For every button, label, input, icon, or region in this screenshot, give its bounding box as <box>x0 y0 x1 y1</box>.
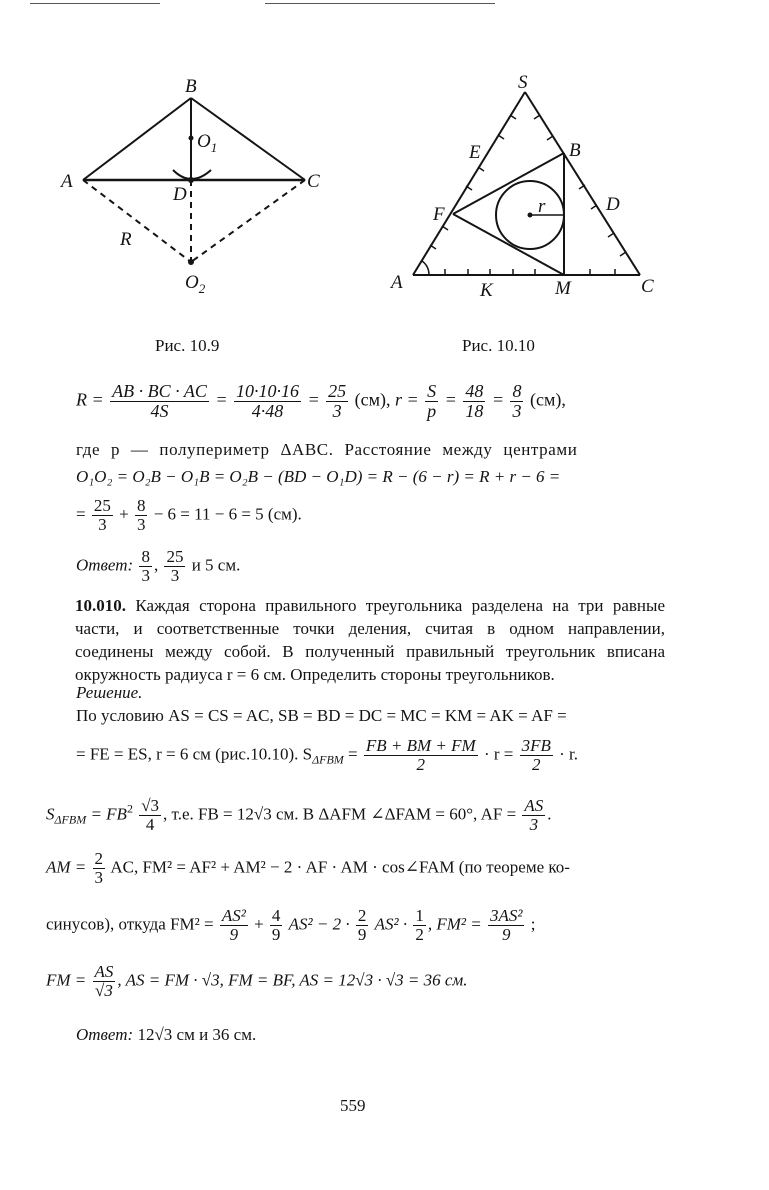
fig2-label-b: B <box>569 140 581 161</box>
fig1-point-o2 <box>188 259 194 265</box>
figure-10-10-caption: Рис. 10.10 <box>462 336 535 355</box>
problem-statement: Каждая сторона правильного треугольника разделена на три равные части, и соответственные точки деления, считая в одном направлении, соединены между собой. В полученный правильный треугольник вписана окружность радиуса r = 6 см. Определить стороны треугольников. <box>75 596 665 684</box>
fig1-label-d: D <box>173 184 187 205</box>
answer-1: Ответ: $\frac{8}{3}$ , $\frac{25}{3}$ и 5 см. <box>76 547 241 585</box>
figure-10-10 <box>385 70 675 305</box>
fig2-center <box>528 213 533 218</box>
solution-label: Решение. <box>76 683 143 702</box>
am-line: AM = $\frac{2}{3}$ AC, FM² = AF² + AM² − 2 · AF · AM · cos∠FAM (по теореме ко- <box>46 849 570 887</box>
fig1-point-d <box>188 177 194 183</box>
scan-edge-line-2 <box>265 3 495 4</box>
fig1-label-r: R <box>120 229 132 250</box>
condition-line-1: По условию AS = CS = AC, SB = BD = DC = MC = KM = AK = AF = <box>76 706 567 725</box>
fig2-angle-arc-a <box>422 261 429 275</box>
cosine-line: синусов), откуда FM² = $\frac{\text{AS²}}{9}$ + $\frac{4}{9}$ AS² − 2 · $\frac{2}{9}$ AS² · $\frac{1}{2}$ , FM² = $\frac{\text{3AS²}}{9}$ ; <box>46 906 536 944</box>
fig2-label-a: A <box>391 272 403 293</box>
fig2-label-d: D <box>606 194 620 215</box>
page-number: 559 <box>340 1096 366 1115</box>
fig2-label-r: r <box>538 196 546 217</box>
fig2-label-s: S <box>518 72 528 93</box>
fig1-side-ab <box>83 98 191 180</box>
fig2-label-c: C <box>641 276 654 297</box>
problem-number: 10.010. <box>75 596 126 615</box>
fig1-dashed-co2 <box>191 180 305 262</box>
fig1-label-c: C <box>307 171 320 192</box>
fig1-label-a: A <box>61 171 73 192</box>
fig2-tick-marks <box>430 115 626 275</box>
fig2-label-k: K <box>480 280 493 301</box>
text-o1o2: O₁O₂ = O₂B − O₁B = O₂B − (BD − O₁D) = R − (6 − r) = R + r − 6 = <box>76 467 561 486</box>
fig1-point-o1 <box>189 136 194 141</box>
equation-distance: = $\frac{25}{3}$ + $\frac{8}{3}$ − 6 = 11 − 6 = 5 (см). <box>76 496 302 534</box>
fig1-label-o2: $O_2$ <box>185 272 206 296</box>
text-where-p: где p — полупериметр ΔABC. Расстояние между центрами <box>76 440 578 459</box>
fm-line: FM = $\frac{AS}{√3}$ , AS = FM · √3, FM = BF, AS = 12√3 · √3 = 36 см. <box>46 962 468 1000</box>
fig2-label-e: E <box>469 142 481 163</box>
fig2-label-m: M <box>555 278 571 299</box>
equation-r-radius: R = $\frac{AB \cdot BC \cdot AC}{4S}$ = $\frac{10\cdot 10\cdot 16}{4\cdot 48}$ = $\frac{25}{3}$ (см), r = $\frac{S}{p}$ = $\frac{48}{18}$ = $\frac{8}{3}$ (см), <box>76 381 566 421</box>
condition-line-2: = FE = ES, r = 6 см (рис.10.10). $S_{\Delta FBM}$ = $\frac{FB + BM + FM}{2}$ · r = $\frac{3FB}{2}$ · r. <box>76 736 579 774</box>
fig1-label-o1: $O_1$ <box>197 131 218 155</box>
figure-10-9 <box>55 70 345 305</box>
figure-10-9-caption: Рис. 10.9 <box>155 336 220 355</box>
fig1-label-b: B <box>185 76 197 97</box>
answer-2: Ответ: 12√3 см и 36 см. <box>76 1025 257 1044</box>
area-line: $S_{\Delta FBM} = FB^2$ $\frac{√3}{4}$ , т.е. FB = 12√3 см. В ΔAFM ∠ΔFAM = 60°, AF = $\frac{AS}{3}$ . <box>46 796 552 834</box>
scan-edge-line <box>30 3 160 4</box>
fig2-label-f: F <box>433 204 445 225</box>
problem-10-010 <box>75 594 665 686</box>
